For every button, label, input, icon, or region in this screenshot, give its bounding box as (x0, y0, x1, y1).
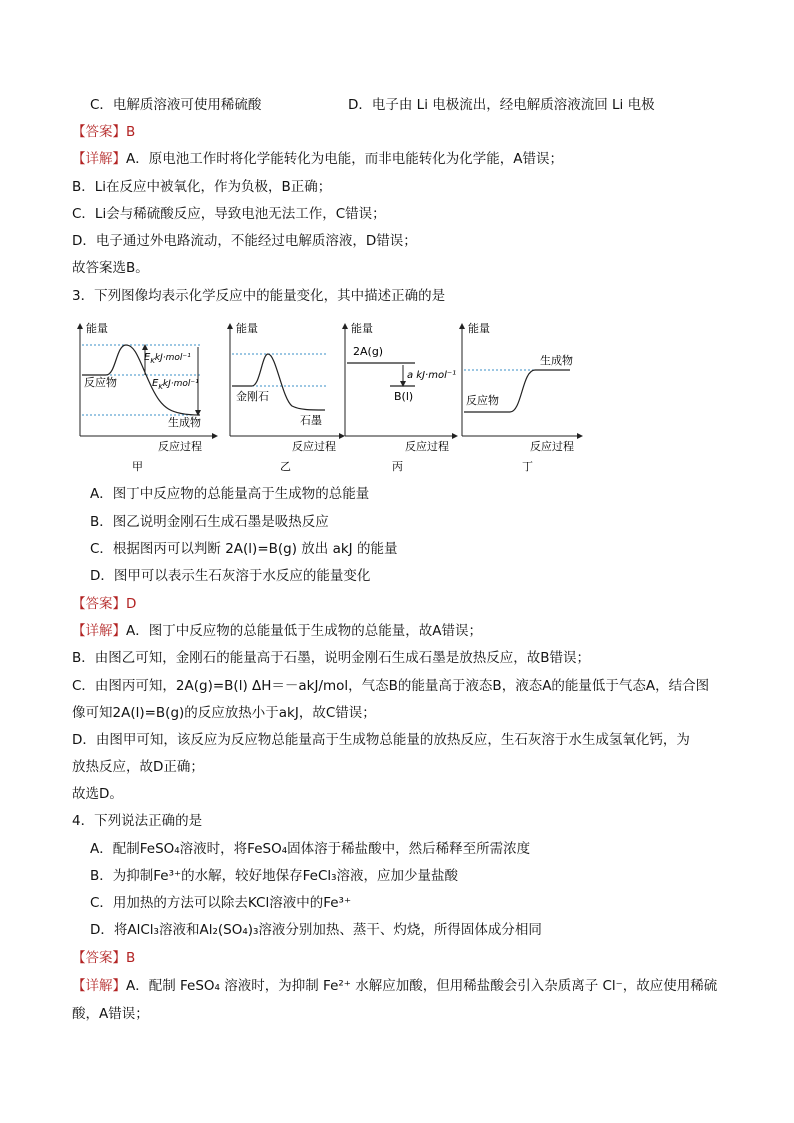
ding-reactant: 反应物 (466, 394, 499, 407)
svg-text:EKkJ·mol⁻¹: $E_KkJ\cdot mol^{-1}$ (152, 378, 199, 391)
answer-tag: 【答案】 (72, 124, 126, 140)
bing-xlabel: 反应过程 (405, 440, 449, 453)
q4-option-c: C．用加热的方法可以除去KCl溶液中的Fe³⁺ (90, 895, 352, 911)
ding-product: 生成物 (540, 354, 573, 367)
answer-tag: 【答案】 (72, 596, 126, 612)
chart-jia (80, 321, 215, 473)
q2-detail-d: D．电子通过外电路流动，不能经过电解质溶液，D错误； (72, 233, 417, 249)
chart-yi (230, 321, 342, 473)
answer-value: B (126, 124, 136, 140)
q3-detail-b: B．由图乙可知，金刚石的能量高于石墨，说明金刚石生成石墨是放热反应，故B错误； (72, 650, 591, 666)
jia-product: 生成物 (168, 416, 201, 429)
q4-detail-a1 (72, 976, 717, 996)
bing-ylabel: 能量 (351, 322, 373, 335)
q3-option-b: B．图乙说明金刚石生成石墨是吸热反应 (90, 514, 329, 530)
jia-reactant: 反应物 (84, 376, 117, 389)
bing-name: 丙 (392, 460, 403, 473)
q4-option-d: D．将AlCl₃溶液和Al₂(SO₄)₃溶液分别加热、蒸干、灼烧，所得固体成分相同 (90, 922, 542, 938)
jia-name: 甲 (132, 460, 143, 473)
q2-option-d: D．电子由 Li 电极流出，经电解质溶液流回 Li 电极 (348, 97, 655, 113)
q2-answer (72, 122, 135, 142)
yi-name: 乙 (280, 460, 291, 473)
ding-xlabel: 反应过程 (530, 440, 574, 453)
bing-bottom: B(l) (394, 390, 414, 403)
q4-detail-a2: 酸，A错误； (72, 1006, 149, 1022)
detail-tag: 【详解】 (72, 151, 126, 167)
q2-option-c: C．电解质溶液可使用稀硫酸 (90, 97, 262, 113)
q3-option-d: D．图甲可以表示生石灰溶于水反应的能量变化 (90, 568, 371, 584)
q3-detail-a (72, 621, 482, 641)
chart-ding (462, 321, 580, 473)
yi-xlabel: 反应过程 (292, 440, 336, 453)
q4-answer (72, 948, 135, 968)
ding-ylabel: 能量 (468, 322, 490, 335)
detail-text: A．图丁中反应物的总能量低于生成物的总能量，故A错误； (126, 623, 482, 639)
jia-xlabel: 反应过程 (158, 440, 202, 453)
ding-name: 丁 (522, 460, 533, 473)
detail-text: A．配制 FeSO₄ 溶液时，为抑制 Fe²⁺ 水解应加酸，但用稀盐酸会引入杂质离子 Cl⁻，故应使用稀硫 (126, 978, 718, 994)
jia-ylabel: 能量 (86, 322, 108, 335)
yi-product: 石墨 (300, 414, 322, 427)
q3-conclusion: 故选D。 (72, 786, 123, 802)
detail-text: A．原电池工作时将化学能转化为电能，而非电能转化为化学能，A错误； (126, 151, 563, 167)
svg-text:EKkJ·mol⁻¹: $E_KkJ\cdot mol^{-1}$ (144, 352, 191, 365)
q3-option-a: A．图丁中反应物的总能量高于生成物的总能量 (90, 486, 370, 502)
q3-stem: 3．下列图像均表示化学反应中的能量变化，其中描述正确的是 (72, 288, 446, 304)
q3-detail-c2: 像可知2A(l)=B(g)的反应放热小于akJ，故C错误； (72, 705, 376, 721)
bing-delta: a kJ·mol⁻¹ (407, 370, 457, 381)
chart-bing (345, 321, 456, 473)
q3-detail-d2: 放热反应，故D正确； (72, 759, 204, 775)
q2-conclusion: 故答案选B。 (72, 260, 149, 276)
q2-detail-a (72, 149, 563, 169)
detail-tag: 【详解】 (72, 978, 126, 994)
q4-option-b: B．为抑制Fe³⁺的水解，较好地保存FeCl₃溶液，应加少量盐酸 (90, 868, 459, 884)
yi-ylabel: 能量 (236, 322, 258, 335)
q3-detail-c1: C．由图丙可知，2A(g)=B(l) ΔH＝－akJ/mol，气态B的能量高于液态B，液态A的能量低于气态A，结合图 (72, 678, 710, 694)
q2-detail-c: C．Li会与稀硫酸反应，导致电池无法工作，C错误； (72, 206, 386, 222)
answer-value: B (126, 950, 136, 966)
q3-option-c: C．根据图丙可以判断 2A(l)=B(g) 放出 akJ 的能量 (90, 541, 398, 557)
bing-top: 2A(g) (353, 345, 384, 358)
detail-tag: 【详解】 (72, 623, 126, 639)
energy-diagrams (70, 318, 590, 478)
q3-answer (72, 594, 136, 614)
q2-detail-b: B．Li在反应中被氧化，作为负极，B正确； (72, 179, 332, 195)
answer-tag: 【答案】 (72, 950, 126, 966)
answer-value: D (126, 596, 137, 612)
yi-reactant: 金刚石 (236, 390, 269, 403)
q3-detail-d1: D．由图甲可知，该反应为反应物总能量高于生成物总能量的放热反应，生石灰溶于水生成氢氧化钙，为 (72, 732, 690, 748)
q4-stem: 4．下列说法正确的是 (72, 813, 203, 829)
q4-option-a: A．配制FeSO₄溶液时，将FeSO₄固体溶于稀盐酸中，然后稀释至所需浓度 (90, 841, 531, 857)
